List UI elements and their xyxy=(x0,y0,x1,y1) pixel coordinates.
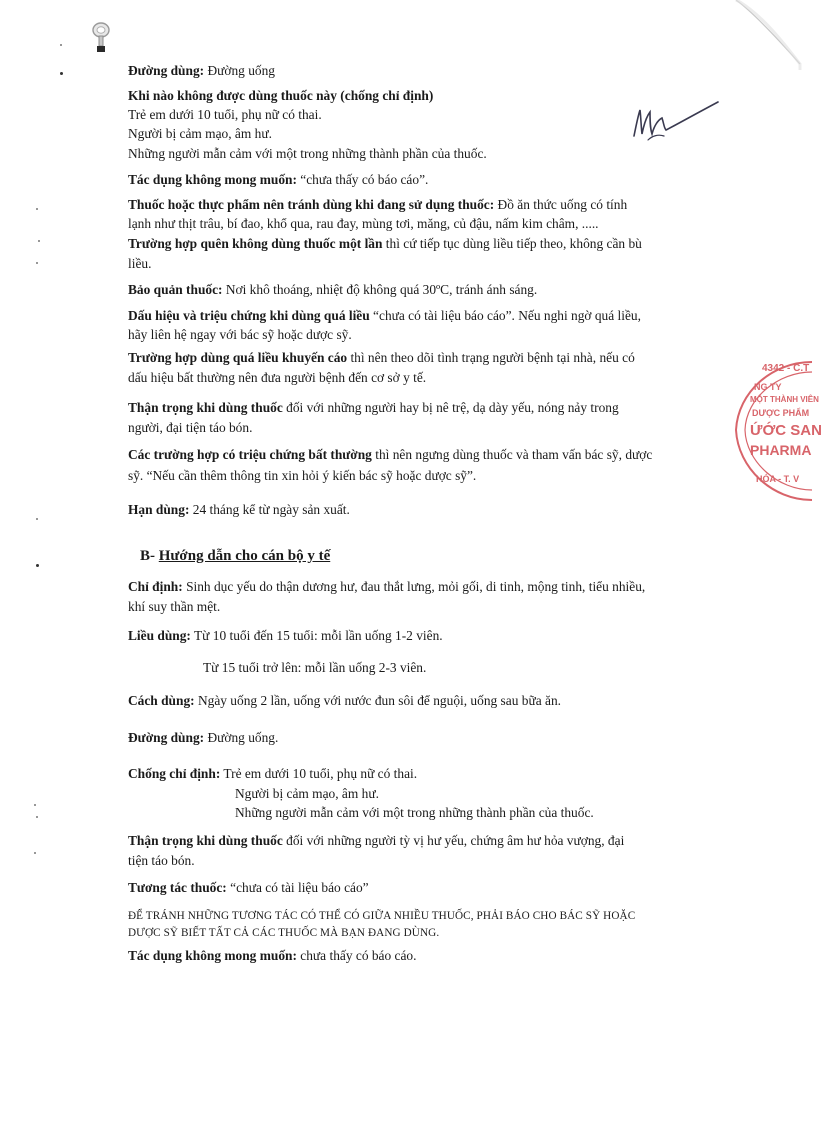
stamp-text-6: HÓA - T. V xyxy=(756,474,800,484)
line-precautions-cont: người, đại tiện táo bón. xyxy=(128,420,253,435)
line-food-avoid: Thuốc hoặc thực phẩm nên tránh dùng khi đang sử dụng thuốc: Đồ ăn thức uống có tính xyxy=(128,197,628,212)
line-abnormal-symptoms-cont: sỹ. “Nếu cần thêm thông tin xin hỏi ý kiến bác sỹ hoặc dược sỹ”. xyxy=(128,468,477,483)
line-b-contraindication-2: Người bị cảm mạo, âm hư. xyxy=(235,786,379,801)
scan-speck xyxy=(60,44,62,46)
line-b-interactions: Tương tác thuốc: “chưa có tài liệu báo cáo” xyxy=(128,880,369,895)
stamp-text-2: MỘT THÀNH VIÊN xyxy=(750,395,819,404)
line-contraindication-heading: Khi nào không được dùng thuốc này (chống chỉ định) xyxy=(128,88,434,103)
scan-speck xyxy=(36,816,38,818)
line-b-usage: Cách dùng: Ngày uống 2 lần, uống với nước đun sôi để nguội, uống sau bữa ăn. xyxy=(128,693,561,708)
line-route: Đường dùng: Đường uống xyxy=(128,63,275,78)
line-b-indication: Chỉ định: Sinh dục yếu do thận dương hư, đau thắt lưng, mỏi gối, di tinh, mộng tinh, tiểu nhiều, xyxy=(128,579,646,594)
line-b-dosage-2: Từ 15 tuổi trở lên: mỗi lần uống 2-3 viên. xyxy=(203,660,427,675)
line-b-dosage: Liều dùng: Từ 10 tuổi đến 15 tuổi: mỗi lần uống 1-2 viên. xyxy=(128,628,443,643)
line-contraindication-1: Trẻ em dưới 10 tuổi, phụ nữ có thai. xyxy=(128,107,322,122)
line-b-contraindication-3: Những người mẫn cảm với một trong những thành phần của thuốc. xyxy=(235,805,594,820)
line-missed-dose-cont: liều. xyxy=(128,256,152,271)
scan-speck xyxy=(36,564,39,567)
line-b-route: Đường dùng: Đường uống. xyxy=(128,730,279,745)
line-contraindication-2: Người bị cảm mạo, âm hư. xyxy=(128,126,272,141)
line-side-effects: Tác dụng không mong muốn: “chưa thấy có báo cáo”. xyxy=(128,172,429,187)
stamp-text-0: 4342 - C.T xyxy=(762,363,810,374)
scan-speck xyxy=(38,240,40,242)
stamp-text-4: ỨỚC SAN xyxy=(750,422,822,439)
folded-corner-icon xyxy=(710,0,800,90)
line-missed-dose: Trường hợp quên không dùng thuốc một lần thì cứ tiếp tục dùng liều tiếp theo, không cần bù xyxy=(128,236,642,251)
line-b-interactions-warning-cont: DƯỢC SỸ BIẾT TẤT CẢ CÁC THUỐC MÀ BẠN ĐANG DÙNG. xyxy=(128,927,440,939)
line-expiry: Hạn dùng: 24 tháng kể từ ngày sản xuất. xyxy=(128,502,350,517)
line-b-interactions-warning: ĐỂ TRÁNH NHỮNG TƯƠNG TÁC CÓ THỂ CÓ GIỮA NHIỀU THUỐC, PHẢI BÁO CHO BÁC SỸ HOẶC xyxy=(128,910,636,922)
staple-pin-icon xyxy=(88,20,114,54)
signature-icon xyxy=(628,96,728,148)
scan-speck xyxy=(34,804,36,806)
line-overdose-signs-cont: hãy liên hệ ngay với bác sỹ hoặc dược sỹ. xyxy=(128,327,352,342)
scan-speck xyxy=(34,852,36,854)
line-b-contraindication: Chống chỉ định: Trẻ em dưới 10 tuổi, phụ nữ có thai. xyxy=(128,766,418,781)
line-contraindication-3: Những người mẫn cảm với một trong những thành phần của thuốc. xyxy=(128,146,487,161)
line-b-precautions-cont: tiện táo bón. xyxy=(128,853,195,868)
section-b-heading: B- Hướng dẫn cho cán bộ y tế xyxy=(140,548,331,564)
scan-speck xyxy=(60,72,63,75)
stamp-text-1: NG TY xyxy=(754,382,782,392)
line-storage: Bảo quản thuốc: Nơi khô thoáng, nhiệt độ không quá 30ºC, tránh ánh sáng. xyxy=(128,282,538,297)
line-b-side-effects: Tác dụng không mong muốn: chưa thấy có báo cáo. xyxy=(128,948,417,963)
stamp-text-3: DƯỢC PHẨM xyxy=(752,408,810,418)
line-food-avoid-cont: lạnh như thịt trâu, bí đao, khổ qua, rau đay, mùng tơi, măng, củ đậu, nấm kim châm, ..... xyxy=(128,216,599,231)
scan-speck xyxy=(36,518,38,520)
company-stamp xyxy=(732,356,822,506)
line-overdose-signs: Dấu hiệu và triệu chứng khi dùng quá liều “chưa có tài liệu báo cáo”. Nếu nghi ngờ quá liều, xyxy=(128,308,641,323)
line-overdose-recommended-cont: dấu hiệu bất thường nên đưa người bệnh đến cơ sở y tế. xyxy=(128,370,427,385)
line-abnormal-symptoms: Các trường hợp có triệu chứng bất thường thì nên ngưng dùng thuốc và tham vấn bác sỹ, dược xyxy=(128,447,653,462)
line-precautions: Thận trọng khi dùng thuốc đối với những người hay bị nê trệ, dạ dày yếu, nóng nảy trong xyxy=(128,400,619,415)
stamp-text-5: PHARMA xyxy=(750,442,812,458)
scan-speck xyxy=(36,262,38,264)
scan-speck xyxy=(36,208,38,210)
line-b-precautions: Thận trọng khi dùng thuốc đối với những người tỳ vị hư yếu, chứng âm hư hỏa vượng, đại xyxy=(128,833,625,848)
line-overdose-recommended: Trường hợp dùng quá liều khuyến cáo thì nên theo dõi tình trạng người bệnh tại nhà, nếu có xyxy=(128,350,635,365)
line-b-indication-cont: khí suy thần mệt. xyxy=(128,599,221,614)
